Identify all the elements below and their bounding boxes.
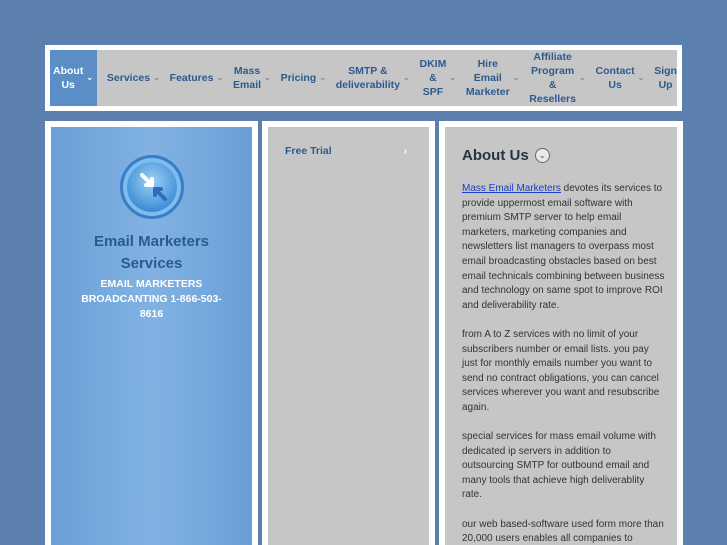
nav-label: Email <box>473 72 502 84</box>
about-paragraph-text: devotes its services to provide uppermost email software with premium SMTP server to help email marketers, marketing companies and newsletters list managers to overpass most email broadcasting obstacles based on best email technicals combining between business and technology on same spot to improve ROI and deliverability rate. <box>462 183 665 311</box>
nav-item-sign-up[interactable] <box>654 64 677 92</box>
download-upload-arrows-icon[interactable] <box>120 155 184 219</box>
about-paragraph <box>462 182 665 313</box>
chevron-down-icon: ⌄ <box>449 73 457 82</box>
about-paragraph: from A to Z services with no limit of your subscribers number or email lists. you pay just for monthly emails number you want to send no contract obligations, you can cancel services wherever you want and resubscribe again. <box>462 328 660 413</box>
site-title: Email Marketers Services <box>93 233 210 272</box>
nav-item-contact-us[interactable] <box>596 64 645 92</box>
nav-label: Up <box>658 79 673 91</box>
mass-email-marketers-link[interactable]: Mass Email Marketers <box>462 183 561 194</box>
chevron-down-icon: ⌄ <box>637 73 645 82</box>
about-title: About Us <box>462 147 529 164</box>
arrows-svg <box>134 169 170 205</box>
nav-label: About <box>53 65 84 77</box>
middle-column-frame <box>262 121 435 545</box>
nav-label: DKIM <box>419 58 447 70</box>
nav-item-dkim-spf[interactable] <box>420 57 457 99</box>
nav-label: Services <box>106 72 151 84</box>
site-phone-tagline: EMAIL MARKETERS BROADCANTING 1-866-503-8616 <box>81 278 222 320</box>
submenu-panel <box>268 127 429 545</box>
nav-item-about-us[interactable] <box>50 50 97 106</box>
nav-item-pricing[interactable] <box>281 71 326 85</box>
nav-label: Us <box>608 79 622 91</box>
free-trial-link[interactable] <box>285 145 407 157</box>
about-panel <box>445 127 677 545</box>
nav-item-features[interactable] <box>170 71 223 85</box>
nav-label: Us <box>61 79 75 91</box>
chevron-down-icon: ⌄ <box>578 73 586 82</box>
nav-label: Mass <box>233 65 261 77</box>
chevron-down-icon: ⌄ <box>512 73 520 82</box>
chevron-down-icon: ⌄ <box>86 73 94 82</box>
nav-label: Resellers <box>529 93 576 105</box>
nav-label: Program <box>531 65 575 77</box>
about-paragraph: special services for mass email volume with dedicated ip servers in addition to outsourcing SMTP for outbound email and many tools that achieve high deliverablity rate. <box>462 431 656 501</box>
nav-label: & <box>429 72 437 84</box>
nav-item-mass-email[interactable] <box>233 64 271 92</box>
right-column-frame <box>439 121 683 545</box>
nav-label: Contact <box>595 65 635 77</box>
chevron-down-icon: ⌄ <box>319 73 326 82</box>
nav-item-smtp-deliverability[interactable] <box>336 64 410 92</box>
chevron-down-icon: ⌄ <box>153 73 160 82</box>
nav-label: Marketer <box>465 86 510 98</box>
chevron-right-icon: › <box>403 145 407 157</box>
about-body <box>462 182 665 545</box>
nav-label: deliverability <box>335 79 400 91</box>
left-column-frame <box>45 121 258 545</box>
nav-label: Pricing <box>280 72 317 84</box>
nav-label: SPF <box>422 86 444 98</box>
nav-item-affiliate-program[interactable] <box>529 50 585 106</box>
nav-label: & <box>548 79 557 91</box>
expand-toggle-icon[interactable]: ⌄ <box>535 148 550 163</box>
about-paragraph: our web based-software used form more than 20,000 users enables all companies to <box>462 518 664 545</box>
nav-label: Features <box>169 72 214 84</box>
nav-label: SMTP & <box>348 65 388 77</box>
top-navigation <box>45 45 682 111</box>
nav-item-hire-email-marketer[interactable] <box>466 57 519 99</box>
sidebar-brand-panel <box>51 127 252 545</box>
nav-label: Email <box>233 79 262 91</box>
nav-label: Affiliate <box>533 51 572 63</box>
nav-label: Hire <box>477 58 499 70</box>
about-header <box>462 147 665 164</box>
nav-label: Sign <box>654 65 677 77</box>
nav-bar <box>50 50 677 106</box>
chevron-down-icon: ⌄ <box>264 73 271 82</box>
chevron-down-icon: ⌄ <box>402 73 410 82</box>
free-trial-label: Free Trial <box>285 145 332 157</box>
nav-item-services[interactable] <box>107 71 160 85</box>
chevron-down-icon: ⌄ <box>216 73 224 82</box>
